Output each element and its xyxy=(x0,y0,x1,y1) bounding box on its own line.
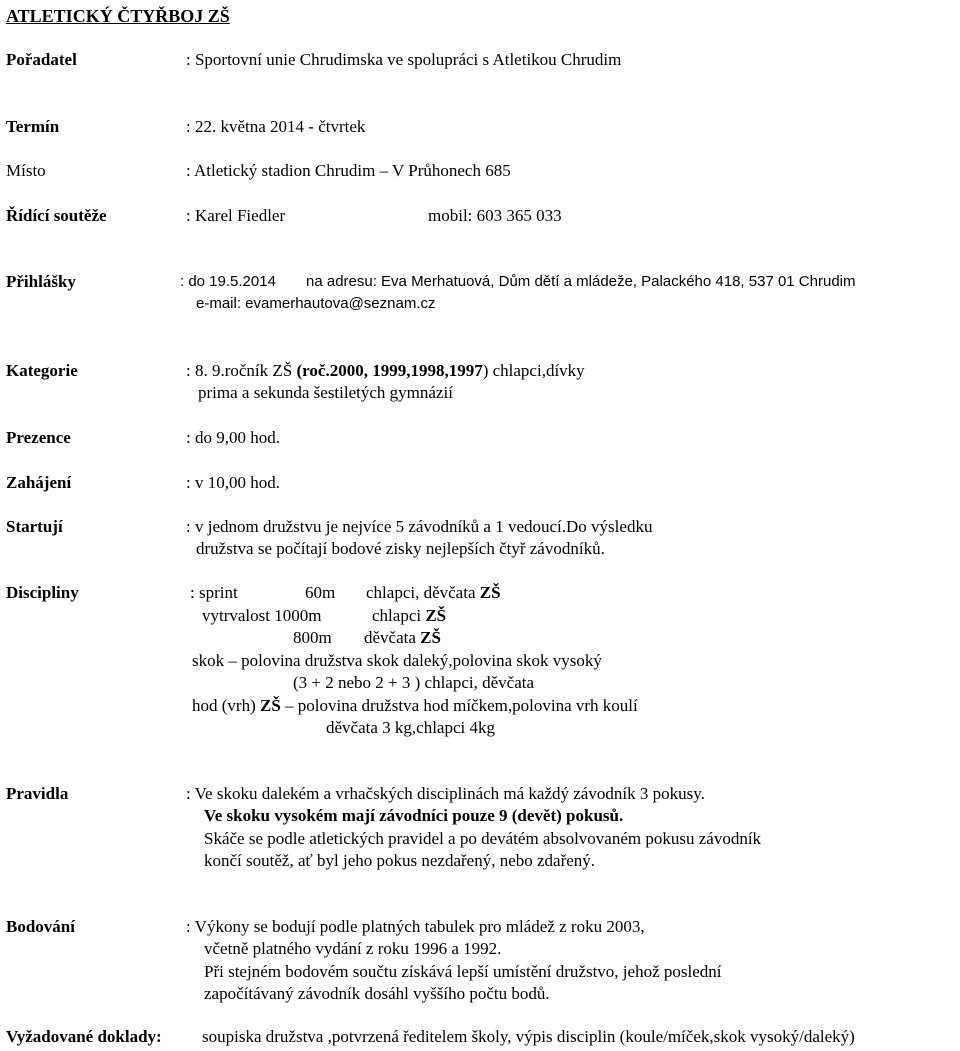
registration-email: e-mail: evamerhautova@seznam.cz xyxy=(196,295,436,312)
date-label: Termín xyxy=(6,117,60,136)
documents-value: soupiska družstva ,potvrzená ředitelem školy, výpis disciplin (koule/míček,skok vysoký/daleký) xyxy=(202,1027,855,1046)
registration-address: na adresu: Eva Merhatuová, Dům dětí a mládeže, Palackého 418, 537 01 Chrudim xyxy=(306,273,856,290)
category-gender: ) chlapci,dívky xyxy=(482,361,585,380)
d800-zs: ZŠ xyxy=(420,628,441,647)
d800-who-text: děvčata xyxy=(364,628,421,647)
documents-label: Vyžadované doklady: xyxy=(6,1027,162,1046)
scoring-line-2: včetně platného vydání z roku 1996 a 1992. xyxy=(204,939,502,958)
category-years: (roč.2000, 1999,1998,1997 xyxy=(296,361,483,380)
participants-line-2: družstva se počítají bodové zisky nejlepších čtyř závodníků. xyxy=(196,539,605,558)
venue-label: Místo xyxy=(6,161,46,180)
director-name: : Karel Fiedler xyxy=(186,206,286,225)
scoring-line-1: : Výkony se bodují podle platných tabulek pro mládež z roku 2003, xyxy=(186,917,645,936)
discipline-throw xyxy=(192,696,638,716)
organizer-label: Pořadatel xyxy=(6,50,77,69)
discipline-800m-who xyxy=(364,628,441,648)
endurance-who-text: chlapci xyxy=(372,606,426,625)
participants-line-1: : v jednom družstvu je nejvíce 5 závodníků a 1 vedoucí.Do výsledku xyxy=(186,517,653,536)
date-value: : 22. května 2014 - čtvrtek xyxy=(186,117,366,136)
opening-label: Zahájení xyxy=(6,473,72,492)
scoring-line-4: započítávaný závodník dosáhl vyššího počtu bodů. xyxy=(204,984,550,1003)
registration-time-label: Prezence xyxy=(6,428,71,447)
category-grades: : 8. 9.ročník ZŠ xyxy=(186,361,297,380)
throw-prefix: hod (vrh) xyxy=(192,696,260,715)
discipline-endurance: vytrvalost 1000m xyxy=(202,606,322,625)
director-mobile: mobil: 603 365 033 xyxy=(428,206,562,225)
disciplines-label: Discipliny xyxy=(6,583,79,602)
participants-label: Startují xyxy=(6,517,63,536)
discipline-800m: 800m xyxy=(293,628,332,647)
category-line-2: prima a sekunda šestiletých gymnázií xyxy=(198,383,453,402)
venue-value: : Atletický stadion Chrudim – V Průhonech 685 xyxy=(186,161,511,180)
rules-line-4: končí soutěž, ať byl jeho pokus nezdařený, nebo zdařený. xyxy=(204,851,596,870)
registration-label: Přihlášky xyxy=(6,272,76,291)
registration-time-value: : do 9,00 hod. xyxy=(186,428,280,447)
discipline-endurance-who xyxy=(372,606,446,626)
discipline-jump: skok – polovina družstva skok daleký,polovina skok vysoký xyxy=(192,651,602,670)
rules-line-1: : Ve skoku dalekém a vrhačských disciplinách má každý závodník 3 pokusy. xyxy=(186,784,705,803)
rules-line-2: Ve skoku vysokém mají závodníci pouze 9 (devět) pokusů. xyxy=(204,806,624,825)
discipline-sprint-distance: 60m xyxy=(305,583,336,602)
category-line-1 xyxy=(186,361,585,381)
discipline-sprint-who xyxy=(366,583,501,603)
category-label: Kategorie xyxy=(6,361,78,380)
director-label: Řídící soutěže xyxy=(6,206,107,225)
sprint-who-text: chlapci, děvčata xyxy=(366,583,480,602)
scoring-line-3: Při stejném bodovém součtu získává lepší umístění družstvo, jehož poslední xyxy=(204,962,722,981)
endurance-zs: ZŠ xyxy=(425,606,447,625)
throw-zs: ZŠ xyxy=(259,696,281,715)
discipline-throw-weights: děvčata 3 kg,chlapci 4kg xyxy=(326,718,495,737)
rules-label: Pravidla xyxy=(6,784,69,803)
scoring-label: Bodování xyxy=(6,917,75,936)
organizer-value: : Sportovní unie Chrudimska ve spolupráci s Atletikou Chrudim xyxy=(186,50,622,69)
discipline-sprint: : sprint xyxy=(190,583,238,602)
discipline-jump-split: (3 + 2 nebo 2 + 3 ) chlapci, děvčata xyxy=(293,673,535,692)
sprint-zs: ZŠ xyxy=(479,583,501,602)
registration-deadline: : do 19.5.2014 xyxy=(180,273,276,290)
opening-value: : v 10,00 hod. xyxy=(186,473,280,492)
page-title: ATLETICKÝ ČTYŘBOJ ZŠ xyxy=(6,6,230,26)
rules-line-3: Skáče se podle atletických pravidel a po devátém absolvovaném pokusu závodník xyxy=(204,829,762,848)
throw-suffix: – polovina družstva hod míčkem,polovina vrh koulí xyxy=(280,696,638,715)
